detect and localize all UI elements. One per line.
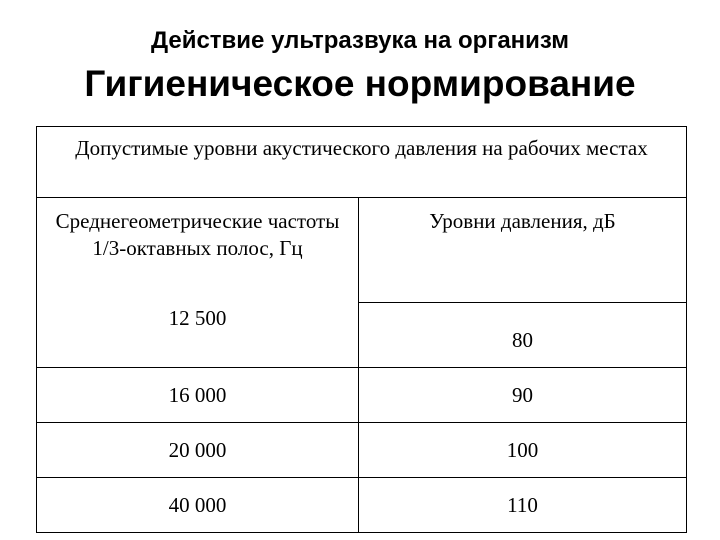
slide-subtitle: Действие ультразвука на организм [150,27,570,54]
table-header-row [37,198,687,303]
table-row [37,368,687,423]
table-row [37,303,687,368]
column-header-level: Уровни давления, дБ [359,198,687,303]
column-header-frequency: Среднегеометрические частоты 1/3-октавных полос, Гц [37,198,359,303]
frequency-cell: 40 000 [37,478,359,533]
slide-title: Гигиеническое нормирование [84,63,636,104]
level-cell: 100 [359,423,687,478]
frequency-cell: 12 500 [37,303,359,368]
frequency-cell: 20 000 [37,423,359,478]
table-caption: Допустимые уровни акустического давления на рабочих местах [37,127,687,198]
table-caption-row [37,127,687,198]
norms-table [36,126,687,533]
level-cell: 110 [359,478,687,533]
frequency-cell: 16 000 [37,368,359,423]
table-row [37,478,687,533]
table-row [37,423,687,478]
level-cell: 90 [359,368,687,423]
level-cell: 80 [359,303,687,368]
